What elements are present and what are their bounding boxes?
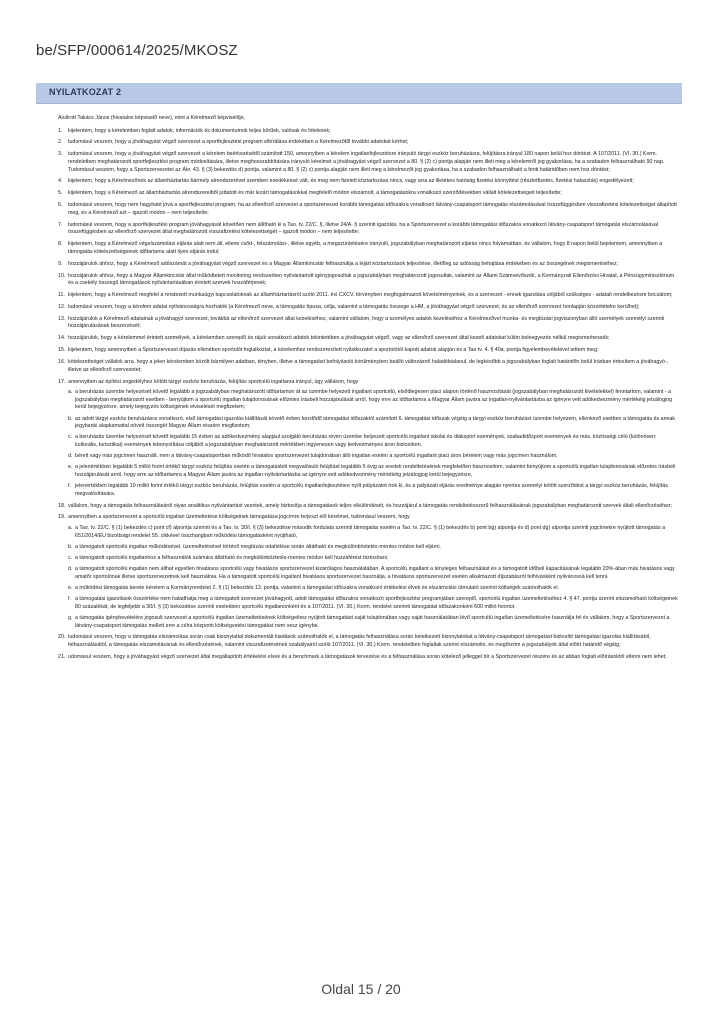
sub-item-text: az adott tárgyi eszköz beruházásra vonatkozó, első támogatási igazolás kiállítását követő évben kezdődő támogatási időszaktól számított 6. támogatási időszak végéig a tárgyi eszköz beruházást üzembe helyezem, ellenkező esetben a támogatás és annak jegybanki alapkamattal növelt összegét Magyar Állam részére megfizetem;	[75, 415, 676, 430]
item-number: 4.	[58, 178, 63, 185]
item-number: 6.	[58, 202, 63, 209]
sub-item-text: a támogatott sportcélú ingatlan működésével, üzemeltetésével történő megbízás odaítélése során átlátható és megkülönböztetés-mentes módon kell eljárni.	[75, 543, 441, 550]
sub-item-letter: b.	[68, 543, 73, 550]
item-text: kijelentem, hogy a Kérelmezőnek az államháztartás bármely alrendszerével szemben esedékessé vált, és meg nem fizetett köztartozása nincs, vagy arra az illetékes hatóság fizetési könnyítést (részletfizetés, fizetési halasztás) engedélyezett;	[68, 178, 634, 185]
item-text: kijelentem, hogy a Kérelmező az államháztartás alrendszereiből juttatott és már lezárt támogatásokkal megfelelő módon elszámolt, a támogatásokra vonatkozó szerződésekben vállalt kötelezettségeit teljesítette;	[68, 190, 562, 197]
sub-item	[68, 453, 680, 461]
sub-item	[68, 585, 680, 593]
item-text: udomásul veszem, hogy a jóváhagyást végző szervezet által megállapított értékelési elvek és a benchmark a támogatások tervezése és a felhasználása során kötelező jelleggel bír a Sportszervezet részére és az abban foglalt előírásoktól eltérni nem lehet;	[68, 653, 667, 660]
sub-item-text: a beruházás üzembe helyezését követő legalább 15 évben az adókedvezmény alapjául szolgáló beruházás révén üzembe helyezett sportcélú ingatlant iskolai és diáksport események, szabadidősport események és más, közösségi célú (különösen: kulturális, turisztikai) események lebonyolítása céljából a jogszabályban meghatározott mértékben ingyenesen vagy kedvezményes áron biztosítom.	[75, 434, 657, 448]
declaration-list	[58, 128, 680, 662]
declaration-item	[58, 379, 680, 499]
declaration-item	[58, 128, 680, 136]
declaration-item	[58, 273, 680, 288]
item-text: hozzájárulok, hogy a kérelemmel érintett személyek, a kérelemben szereplő és rájuk vonatkozó adatok tekintetében a jóváhagyást végző, vagy az ellenőrző szervezet által kezelt adatokat külön beleegyezés nélkül megismerhessék;	[68, 335, 610, 342]
item-number: 2.	[58, 139, 63, 146]
declaration-item	[58, 359, 680, 374]
sub-item-letter: d.	[68, 566, 73, 573]
sub-item-text: a jelenértékben legalább 5 millió forint értékű tárgyi eszköz felújítás esetén a támogatásból megvalósuló felújítást legalább 5 évig az eredeti rendeltetésének megfelelően hasznosítom, valamint benyújtom a sportcélú ingatlan tulajdonosának előzetes írásbeli hozzájárulását arról, hogy erre az időtartamra a Magyar Állam javára az ingatlan-nyilvántartásba az igényre vett adókedvezmény mértékéig jelzálogjog kerül bejegyzésre,	[75, 464, 676, 478]
sub-item-letter: e.	[68, 464, 73, 471]
declaration-item	[58, 241, 680, 256]
item-text: vállalom, hogy a támogatás felhasználásáról olyan analitikus nyilvántartást vezetek, amely biztosítja a támogatások teljes elkülönítését, és hozzájárul a támogatás rendeltetésszerű felhasználásának jogszabályban meghatározott szervek általi ellenőrzéséhez;	[68, 502, 673, 509]
sub-item-text: bérelt vagy más jogcímen használt, nem a látvány-csapatsportban működő hivatalos sportszervezet tulajdonában álló ingatlan esetén a sportcélú ingatlant piaci áron bérelem vagy más jogcímen használom,	[75, 453, 558, 460]
item-number: 15.	[58, 347, 66, 354]
declaration-item	[58, 654, 680, 662]
declaration-item	[58, 316, 680, 331]
sub-item-text: jelenértékben legalább 10 millió forint értékű tárgyi eszköz beruházás, felújítás esetén a sportcélú ingatlanfejlesztésre nyílt pályázatot írok ki, és a pályázati eljárás eredménye alapján nyertes személyi kötött szerződést a tárgyi eszköz beruházás, felújítás megvalósítására.	[75, 483, 668, 497]
sub-item-text: a támogatás igénybevételére jogosult szervezet a sportcélú ingatlan üzemeltetésének költségeihez nyújtott támogatást saját tulajdonában vagy saját használatában lévő sportcélú ingatlan üzemeltetésére használja fel és vállalom, hogy a Sportszervezet a látvány-csapatsport támogatás mellett erre a célra központi költségvetési támogatást nem vesz igénybe.	[75, 614, 670, 629]
sub-item-letter: f.	[68, 483, 71, 490]
item-text: amennyiben az építési engedélyhez kötött tárgyi eszköz beruházás, felújítás sportcélú ingatlanra irányul, úgy vállalom, hogy	[68, 378, 359, 385]
item-text: tudomásul veszem, hogy a kérelem adatai nyilvánosságra hozhatók (a Kérelmező neve, a támogatás típusa, célja, valamint a támogatás összege a HM, a jóváhagyást végző szervezet, és az ellenőrző szervezet honlapján közzétételre kerülhet);	[68, 303, 640, 310]
sub-item	[68, 555, 680, 563]
declaration-item	[58, 261, 680, 269]
declaration-item	[58, 202, 680, 217]
section-title: NYILATKOZAT 2	[49, 87, 122, 97]
declaration-content	[58, 115, 680, 666]
declaration-item	[58, 347, 680, 355]
item-number: 20.	[58, 634, 66, 641]
sub-list	[68, 389, 680, 498]
page-number: Oldal 15 / 20	[321, 981, 401, 997]
declaration-item	[58, 178, 680, 186]
document-id: be/SFP/000614/2025/MKOSZ	[36, 42, 238, 59]
item-text: kijelentem, hogy amennyiben a Sportszervezet díjazás ellenében sportolót foglalkoztat, a kérelemhez rendszeresített nyilatkozatot a sportolótól kapott adatok alapján és a Tao tv. 4. § 40a. pontja figyelembevételével tettem meg;	[68, 347, 599, 354]
item-number: 18.	[58, 502, 66, 509]
item-number: 14.	[58, 335, 66, 342]
item-number: 9.	[58, 260, 63, 267]
declaration-item	[58, 634, 680, 649]
sub-item-text: a működési támogatás kerete kérelem a Kormányrendelet 2. § (1) bekezdés 13. pontja, valamint a támogatási időszakra vonatkozó értékelési elvek és elszámolási útmutató szerinti költségek számolhatók el.	[75, 585, 560, 591]
sub-item-letter: b.	[68, 415, 73, 422]
declaration-item	[58, 190, 680, 198]
sub-item	[68, 434, 680, 449]
item-text: kijelentem, hogy a Kérelmező megfelel a rendezett munkaügyi kapcsolatoknak az államháztartásról szóló 2011. évi CXCV. törvényben megfogalmazott követelményeinek, és a szervezet - ennek igazolása céljából szükséges - adatait rendelkezésre bocsátom;	[68, 292, 673, 299]
sub-item-letter: e.	[68, 585, 73, 591]
item-text: tudomásul veszem, hogy a jóváhagyást végző szervezet a sportfejlesztési program elbírálása érdekében a Kérelmezőtől további adatokat kérhet;	[68, 139, 409, 146]
item-text: kijelentem, hogy a Kérelmező végelszámolási eljárás alatt nem áll, ellene csőd-, felszámolási-, illetve egyéb, a megszüntetésére irányuló, jogszabályban meghatározott eljárás nincs folyamatban, és vállalom, hogy 8 napon belül bejelentem, amennyiben a támogatás kötelezettségeinek időtartama alatt ilyen eljárás indul;	[68, 241, 663, 255]
item-number: 3.	[58, 151, 63, 158]
section-header	[36, 83, 682, 104]
sub-item	[68, 525, 680, 540]
item-number: 8.	[58, 241, 63, 248]
item-number: 19.	[58, 514, 66, 521]
intro-text: Alulírott Takács János (hivatalos képviselő neve), mint a Kérelmező képviselője,	[58, 115, 246, 121]
declaration-item	[58, 304, 680, 312]
item-number: 16.	[58, 359, 66, 366]
item-number: 10.	[58, 272, 66, 279]
sub-item-text: a beruházás üzembe helyezését követő legalább a jogszabályban meghatározott időtartamon át az üzembe helyezett ingatlant sportcélú, elsődlegesen placi alapon történő hasznosítását (jogszabályban meghatározott kivételekkel) fenntartom, valamint - a jogszabályban meghatározott esetben - benyújtom a sportcélú ingatlan tulajdonosának előzetes írásbeli hozzájárulását arról, hogy erre az időtartamra a Magyar Állam javára az ingatlan-nyilvántartásba az igényre vett adókedvezmény mértékéig jelzálogjog kerül bejegyzésre, amely bejegyzés költségének elviselését megfizetem;	[75, 389, 673, 411]
item-text: hozzájárulok a Kérelmező adatainak a jóváhagyó szervezet, továbbá az ellenőrző szervezet által kezeléséhez, valamint vállalom, hogy a személyes adatok kezeléséhez a Kérelmezővel munka- és megbízási jogviszonyban álló személyek személyi szerinti hozzájárulásának beszerzését;	[68, 315, 665, 330]
sub-item-text: a Tao. tv. 22/C. § (1) bekezdés c) pont cf) alpontja szerinti és a Tao. tv. 30/I. § (3) bekezdése második fordulata szerinti támogatás esetén a Tao. tv. 22/C. § (1) bekezdés b) pont bg) alpontja és d) pont dg) alpontja szerinti jogcímekre nyújtott támogatás a 651/2014/EU bizottsági rendelet 55. cikkével összhangban működési támogatásként nyújtható,	[75, 525, 666, 539]
sub-item-letter: f.	[68, 596, 71, 603]
sub-item-letter: g.	[68, 614, 73, 621]
item-text: tudomásul veszem, hogy a jóváhagyást végző szervezet a kérelem beérkezésétől számított 150, amennyiben a kérelem ingatlanfejlesztésre irányuló tárgyi eszköz beruházásra, felújításra irányul 180 napon belül hoz döntést. A 107/2011. (VI. 30.) Korm. rendeletben meghatározott sportfejlesztési program módosítására, illetve meghosszabbítására irányuló kérelmet a jóváhagyást végző szervezet a 80. § (2) c) pontja alapján nem illeti meg a kérelemről jog gyakorlása, ha a szabadon felhasználható 90 nap. Tudomásul veszem, hogy a Sportszervezetet az Ákr. 43. § (3) bekezdés d) pontja, valamint a 80. § (2) c) pontja alapján nem illeti meg a kérelmezőt jog gyakorlása, ha a szabadon felhasználható a fenti határidőben nem hoz döntést;	[68, 151, 665, 173]
sub-list	[68, 525, 680, 630]
sub-item	[68, 464, 680, 479]
item-text: kötelezettséget vállalok arra, hogy a jelen kérelemben közölt bármilyen adatban, tényben, illetve a támogatást befolyásoló körülményben beálló változásról haladéktalanul, de legkésőbb a jogszabályban foglalt határidőn belül írásban értesítem a jóváhagyó-, illetve az ellenőrző szervezetet;	[68, 359, 669, 373]
item-number: 7.	[58, 221, 63, 228]
declaration-item	[58, 335, 680, 343]
sub-item	[68, 483, 680, 498]
declaration-item	[58, 222, 680, 237]
declaration-item	[58, 139, 680, 147]
item-text: hozzájárulok ahhoz, hogy a Kérelmező adószámát a jóváhagyást végző szervezet és a Magyar Államkincstár felhasználja a lejárt köztartozások teljesítése, illetőleg az adósság behajtása érdekében és az összegének megismeréséhez;	[68, 260, 618, 267]
declaration-item	[58, 503, 680, 511]
item-number: 5.	[58, 190, 63, 197]
sub-item	[68, 389, 680, 412]
item-text: tudomásul veszem, hogy a sportfejlesztési program jóváhagyását követően nem állítható ki a Tao. tv. 22/C. §, illetve 24/A. § szerinti igazolás, ha a Sportszervezet a korábbi támogatási időszakra vonatkozó látvány-csapatsport támogatás elszámolásával összefüggésben az ellenőrző szervezet által meghatározott visszafizetési kötelezettségét – igazolt módon – nem teljesítette;	[68, 221, 659, 236]
sub-item-text: a támogatott sportcélú ingatlan nem állhat egyetlen hivatásos sportcélú vagy hivatásos sportszervezet kizárólagos használatában. A sportcélú ingatlant a tényleges felhasználást és a támogatott időbeli kapacitásának legalább 20%-ában más hivatásos vagy amatőr sportolónak illetve sportszervezetnek kell használnia. Ha a támogatott sportcélú ingatlant hivatásos sportszervezet használja, a hivatásos sportszervezet esetén alkalmazott díjszabásról felhívásként nyilvánossá kell tenni.	[75, 566, 675, 580]
sub-item-text: a támogatott sportcélú ingatlanhoz a felhasználók számára átlátható és megkülönböztetés-mentes módon kell hozzáférést biztosítani.	[75, 555, 389, 562]
sub-item-letter: d.	[68, 453, 73, 460]
sub-item	[68, 596, 680, 611]
declaration-item	[58, 292, 680, 300]
item-number: 17.	[58, 378, 66, 385]
item-text: kijelentem, hogy a kérelemben foglalt adatok, információk és dokumentumok teljes körűek, valósak és hitelesek;	[68, 127, 331, 134]
item-number: 21.	[58, 653, 66, 660]
item-text: tudomásul veszem, hogy a támogatás elszámolása során csak bizonylattal dokumentált kiadások számolhatók el, a támogatás felhasználása során keletkezett bizonylatokat a látvány-csapatsport támogatást biztosító támogatási igazolás kiállításától, felhasználásától, a támogatás elszámolásának és ellenőrzésének, valamint visszafizetésének szabályairól szóló 107/2011. (VI. 30.) Korm. rendeletben foglaltak szerint elszámolni, és megőrzöm a jogszabályok által előírt határidő végéig;	[68, 634, 651, 649]
sub-item-letter: c.	[68, 555, 73, 562]
sub-item	[68, 416, 680, 431]
sub-item-letter: a.	[68, 525, 73, 532]
sub-item-text: a támogatási igazolások összértéke nem haladhatja meg a támogatott szervezet jóváhagyott, adott támogatási időszakra vonatkozó sportfejlesztési programjában szereplő, sportcélú ingatlan üzemeltetéséhez 4. § 47. pontja szerint elszámolható költségeinek 80 százalékát, de legfeljebb a 30/I. § (3) bekezdése szerinti esetekben sportcélú ingatlanonként és a 107/2011. (VI. 30.) Korm. rendelet szerinti támogatási időszakonként 600 millió forintot.	[75, 596, 678, 610]
item-text: hozzájárulok ahhoz, hogy a Magyar Államkincstár által működtetett monitoring rendszerben nyilvántartott igényjogosultak a jogszabályban meghatározott jogosultak, valamint az Állami Számvevőszék, a Kormányzati Ellenőrzési Hivatal, a Pénzügyminisztérium és a csekély összegű támogatások nyilvántartásában érintett szervek hozzáférjenek;	[68, 272, 675, 287]
sub-item-letter: a.	[68, 389, 73, 396]
sub-item	[68, 615, 680, 630]
sub-item	[68, 566, 680, 581]
item-number: 11.	[58, 292, 65, 299]
item-number: 13.	[58, 315, 66, 322]
item-number: 12.	[58, 303, 66, 310]
declaration-item	[58, 514, 680, 630]
sub-item	[68, 544, 680, 552]
item-number: 1.	[58, 127, 63, 134]
item-text: tudomásul veszem, hogy nem hagyható jóvá a sportfejlesztési program, ha az ellenőrző szervezet a sportszervezet korábbi támogatási időszakra vonatkozó látvány-csapatsport támogatás elszámolásával összefüggésben visszafizetési kötelezettséget állapított meg, és a Kérelmező azt – igazolt módon – nem teljesítette;	[68, 202, 677, 216]
sub-item-letter: c.	[68, 434, 73, 441]
declaration-item	[58, 151, 680, 174]
item-text: amennyiben a sportszervezet a sportcélú ingatlan üzemeltetése költségeinek támogatása jogcímre terjeszt elő kérelmet, tudomásul veszem, hogy	[68, 514, 410, 521]
